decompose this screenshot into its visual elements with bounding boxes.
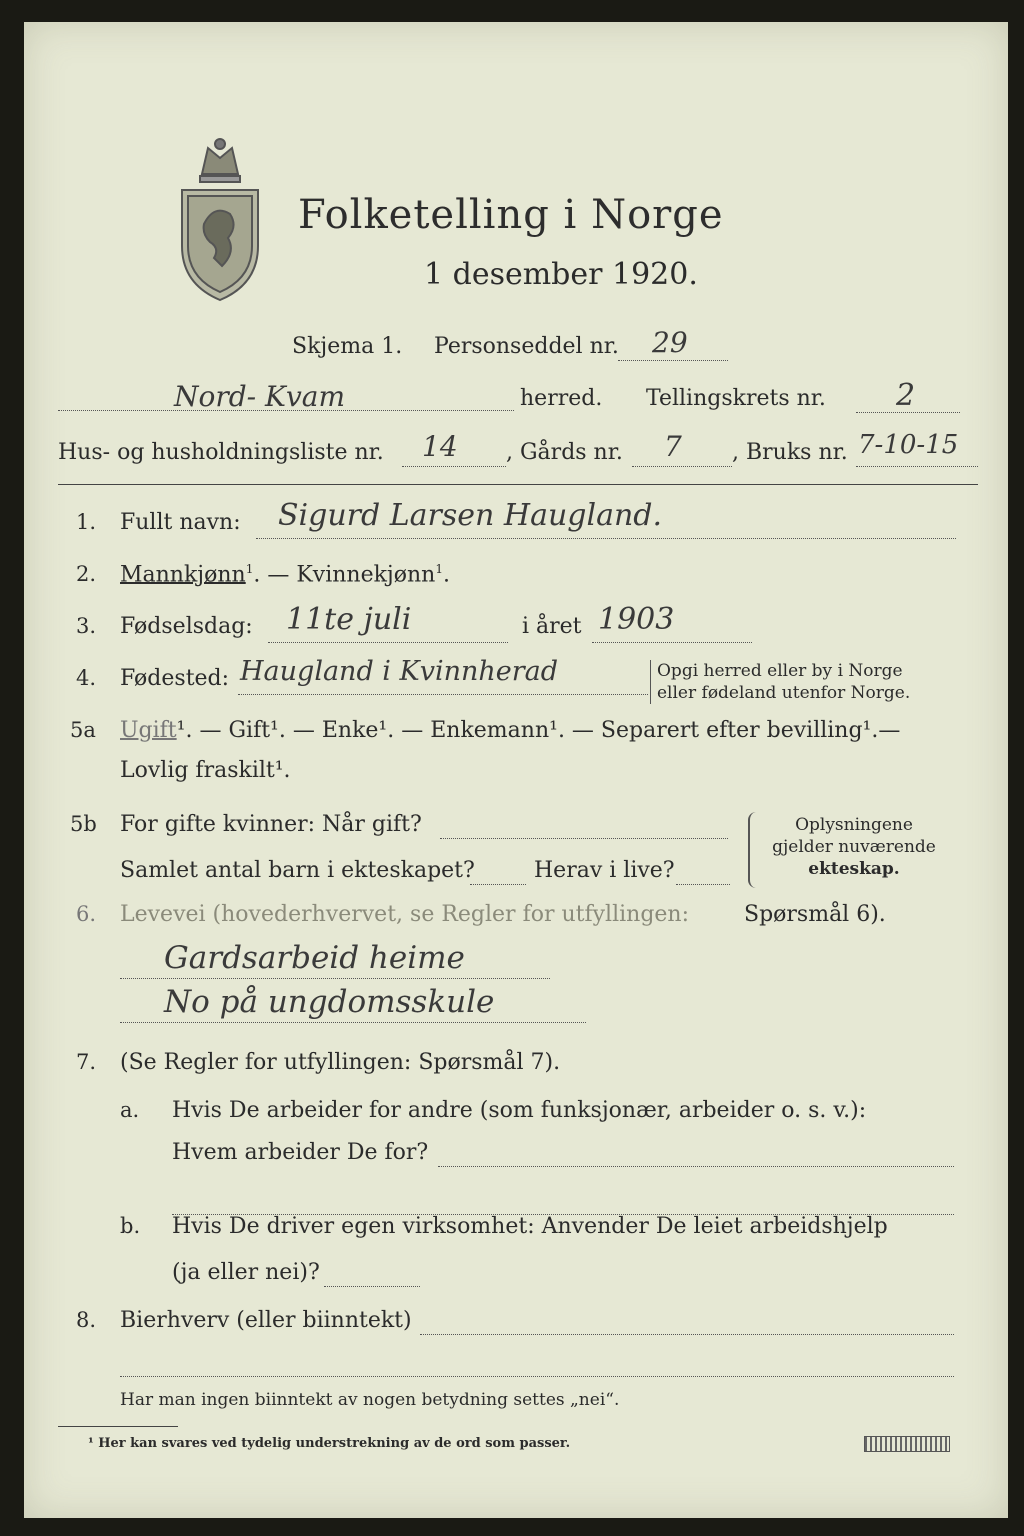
hus-line [402,466,506,467]
q6-label: Levevei (hovederhvervet, se Regler for utfyllingen: [120,902,690,927]
q1-line [256,538,956,539]
marital-options-rest[interactable]: ¹. — Gift¹. — Enke¹. — Enkemann¹. — Separert efter bevilling¹.— [176,718,901,743]
birth-year-value[interactable]: 1903 [598,602,675,637]
q7-label: (Se Regler for utfyllingen: Spørsmål 7). [120,1050,561,1075]
bruks-line [856,466,978,467]
herred-value[interactable]: Nord- Kvam [174,380,346,413]
q7b-hired-help-line [324,1286,420,1287]
footnote-rule [58,1426,178,1427]
q5b-children-line [470,884,526,885]
year-label: i året [522,614,582,639]
hus-label: Hus- og husholdningsliste nr. [58,440,384,465]
tellingskrets-value[interactable]: 2 [896,378,916,413]
q8-label: Bierhverv (eller biinntekt) [120,1308,412,1333]
q7a-letter: a. [120,1098,140,1122]
occupation-value-1[interactable]: Gardsarbeid heime [164,940,465,976]
marital-status-options [120,718,900,743]
gards-label: , Gårds nr. [506,440,623,465]
bruks-value[interactable]: 7-10-15 [858,430,959,460]
q2-footnote-mark-2: 1 [435,562,443,576]
q5a-number: 5a [70,718,96,742]
q2-footnote-mark-1: 1 [245,562,254,576]
q7a-question: Hvis De arbeider for andre (som funksjonær, arbeider o. s. v.): [172,1098,867,1123]
q7a-employer-label: Hvem arbeider De for? [172,1140,429,1165]
q7b-question: Hvis De driver egen virksomhet: Anvender De leiet arbeidshjelp [172,1214,888,1239]
footnote: ¹ Her kan svares ved tydelig understrekning av de ord som passer. [88,1436,571,1451]
q4-line [238,694,648,695]
norway-coat-of-arms-icon [174,134,266,304]
q7b-letter: b. [120,1214,141,1238]
sex-option-male[interactable]: Mannkjønn [120,562,246,588]
herred-label: herred. [520,386,603,411]
hus-value[interactable]: 14 [422,430,458,463]
q3-number: 3. [76,614,97,638]
personseddel-label: Personseddel nr. [434,334,619,359]
q1-number: 1. [76,510,97,534]
q4-note [650,660,910,704]
biinntekt-note: Har man ingen biinntekt av nogen betydning settes „nei“. [120,1390,620,1410]
full-name-value[interactable]: Sigurd Larsen Haugland. [278,498,663,533]
q4-note-line-2: eller fødeland utenfor Norge. [657,683,911,703]
sex-option-female[interactable]: Kvinnekjønn [296,562,436,588]
birthday-value[interactable]: 11te juli [286,602,412,637]
q8-number: 8. [76,1308,97,1332]
census-date: 1 desember 1920. [424,257,698,292]
q5b-married-label: For gifte kvinner: Når gift? [120,812,422,837]
q5b-children-label: Samlet antal barn i ekteskapet? [120,858,475,883]
q4-number: 4. [76,666,97,690]
personseddel-line [618,360,728,361]
q5b-alive-line [676,884,730,885]
sex-options [120,562,450,587]
q5b-note-line-2: gjelder nuværende [772,837,936,857]
occupation-value-2[interactable]: No på ungdomsskule [164,984,495,1020]
q5b-note-line-3: ekteskap. [808,859,900,879]
birthplace-value[interactable]: Haugland i Kvinnherad [240,656,559,687]
q7b-hired-help-label: (ja eller nei)? [172,1260,320,1285]
q5b-brace [748,812,760,888]
q1-label: Fullt navn: [120,510,241,535]
q5b-number: 5b [70,812,97,836]
census-form-sheet [24,22,1008,1518]
gards-line [632,466,732,467]
q6-number: 6. [76,902,97,926]
q4-note-line-1: Opgi herred eller by i Norge [657,661,903,681]
q5b-note [764,814,944,880]
bruks-label: , Bruks nr. [732,440,848,465]
gards-value[interactable]: 7 [664,430,682,463]
q6-label-end: Spørsmål 6). [744,902,886,927]
personseddel-value[interactable]: 29 [652,326,688,359]
q6-line-1 [120,978,550,979]
q8-line-2 [120,1376,954,1377]
year-line [592,642,752,643]
tellingskrets-label: Tellingskrets nr. [646,386,826,411]
marital-option-divorced[interactable]: Lovlig fraskilt¹. [120,758,291,783]
skjema-label: Skjema 1. [292,334,403,359]
q7-number: 7. [76,1050,97,1074]
q5b-married-line [440,838,728,839]
q8-line-1 [420,1334,954,1335]
q3-label: Fødselsdag: [120,614,253,639]
q2-end: . [442,562,450,588]
printer-stamp-icon [864,1436,950,1452]
q5b-alive-label: Herav i live? [534,858,675,883]
q6-line-2 [120,1022,586,1023]
q2-separator: . — [253,562,297,588]
q5b-note-line-1: Oplysningene [795,815,913,835]
q3-line [268,642,508,643]
form-title: Folketelling i Norge [298,192,724,238]
q4-label: Fødested: [120,666,230,691]
header-divider [58,484,978,485]
marital-option-unmarried[interactable]: Ugift [120,718,177,743]
q7a-employer-line [438,1166,954,1167]
q2-number: 2. [76,562,97,586]
